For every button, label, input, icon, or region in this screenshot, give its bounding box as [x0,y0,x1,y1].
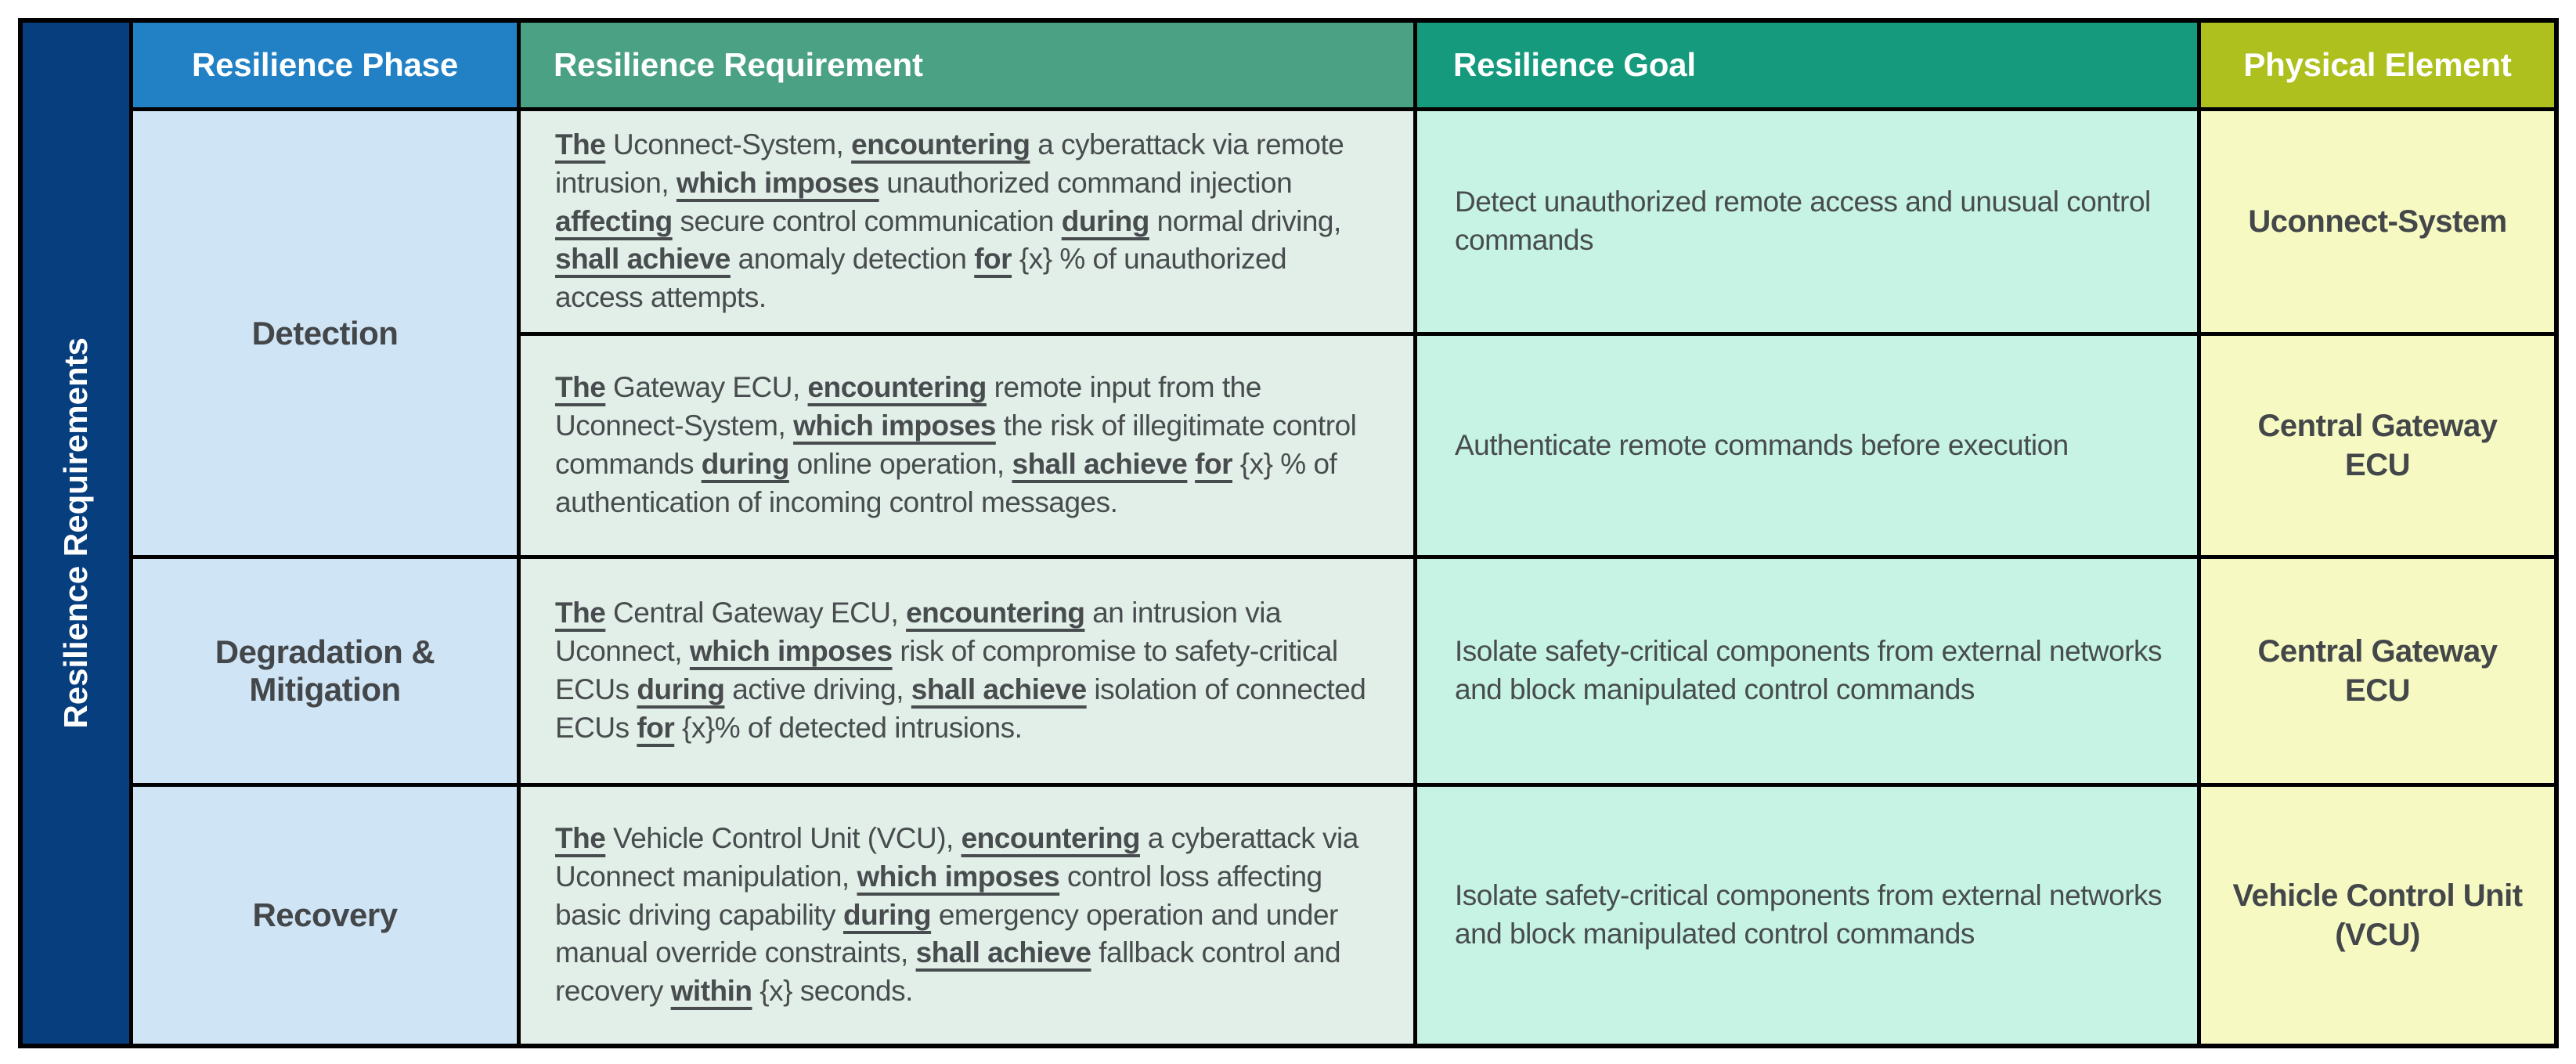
header-resilience-requirement: Resilience Requirement [521,23,1413,107]
phase-cell-degradation-mitigation: Degradation & Mitigation [133,559,517,783]
element-cell-central-gateway-ecu-2: Central Gateway ECU [2201,559,2554,783]
phase-cell-recovery: Recovery [133,787,517,1044]
header-resilience-goal: Resilience Goal [1417,23,2197,107]
goal-cell-authenticate-commands [1417,336,2197,555]
goal-cell-isolate-components-2 [1417,787,2197,1044]
element-cell-uconnect-system: Uconnect-System [2201,111,2554,332]
requirement-text: The Gateway ECU, encountering remote input from the Uconnect-System, which imposes the risk of illegitimate control commands during online operation, shall achieve for {x} % of authentication of incoming control messages. [555,371,1357,518]
side-band-label: Resilience Requirements [57,337,94,729]
goal-text: Isolate safety-critical components from external networks and block manipulated control commands [1455,879,2163,950]
side-band [23,23,129,1044]
goal-cell-detect-unauthorized-access [1417,111,2197,332]
requirement-cell-gateway-ecu [521,336,1413,555]
requirement-text: The Central Gateway ECU, encountering an intrusion via Uconnect, which imposes risk of compromise to safety-critical ECUs during active driving, shall achieve isolation of connected ECUs for {x}% of detected intrusions. [555,597,1366,744]
resilience-requirements-table [18,18,2559,1048]
element-cell-vehicle-control-unit: Vehicle Control Unit (VCU) [2201,787,2554,1044]
goal-text: Isolate safety-critical components from external networks and block manipulated control commands [1455,635,2163,705]
requirement-cell-uconnect [521,111,1413,332]
requirement-text: The Vehicle Control Unit (VCU), encountering a cyberattack via Uconnect manipulation, which imposes control loss affecting basic driving capability during emergency operation and under manual override constraints, shall achieve fallback control and recovery within {x} seconds. [555,821,1358,1008]
header-resilience-phase: Resilience Phase [133,23,517,107]
header-physical-element: Physical Element [2201,23,2554,107]
phase-cell-detection: Detection [133,111,517,555]
requirement-cell-central-gateway-ecu [521,559,1413,783]
goal-text: Authenticate remote commands before execution [1455,428,2069,461]
goal-text: Detect unauthorized remote access and unusual control commands [1455,186,2151,256]
requirement-text: The Uconnect-System, encountering a cyberattack via remote intrusion, which imposes unauthorized command injection affecting secure control communication during normal driving, shall achieve anomaly detection for {x} % of unauthorized access attempts. [555,128,1344,314]
element-cell-central-gateway-ecu-1: Central Gateway ECU [2201,336,2554,555]
requirement-cell-vcu [521,787,1413,1044]
goal-cell-isolate-components-1 [1417,559,2197,783]
